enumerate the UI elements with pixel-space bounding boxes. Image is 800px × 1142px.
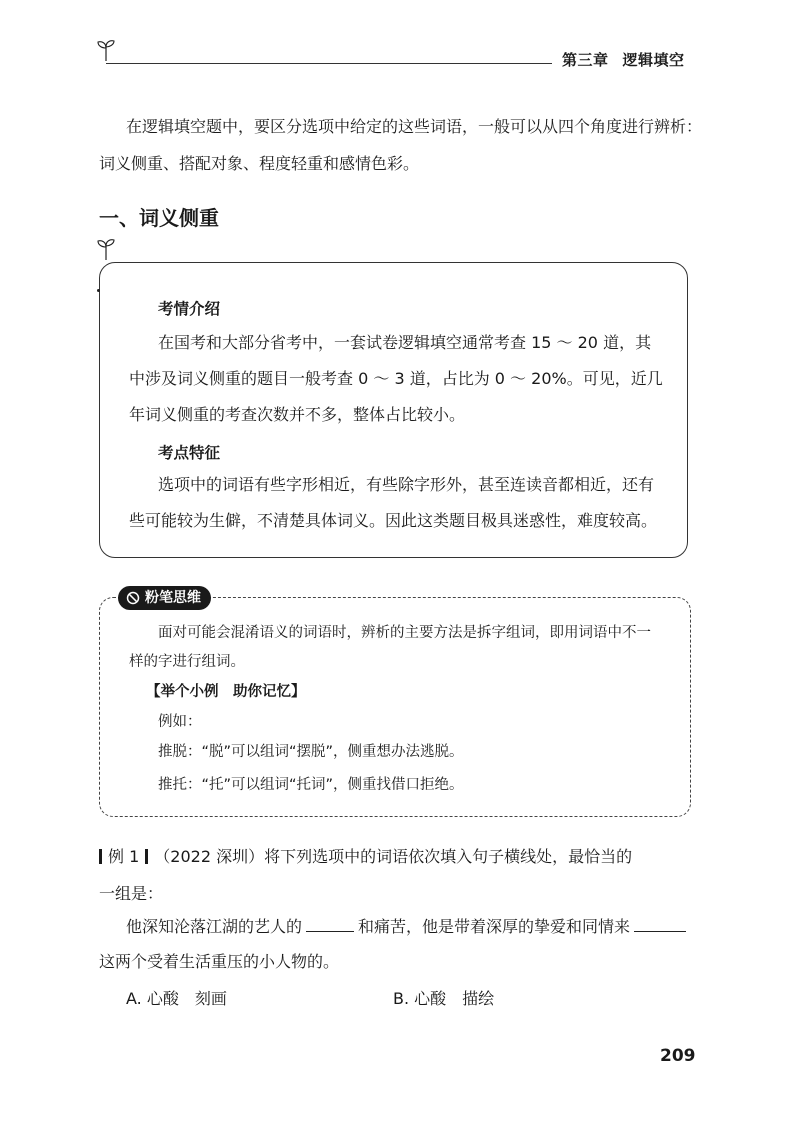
option-a: A. 心酸 刻画 [126,989,227,1008]
thinking-tag [118,586,211,610]
example-line: 推脱：“脱”可以组词“摆脱”，侧重想办法逃脱。 [158,744,464,760]
example-line: 推托：“托”可以组词“托词”，侧重找借口拒绝。 [158,777,464,793]
intro-line-2: 词义侧重、搭配对象、程度轻重和感情色彩。 [99,154,420,173]
question-stem-line [99,838,632,875]
sprout-icon [96,237,116,261]
header-rule [106,63,552,64]
thinking-text-line: 样的字进行组词。 [129,654,245,670]
sprout-icon [96,38,116,62]
info-text-line: 中涉及词义侧重的题目一般考查 0 ～ 3 道，占比为 0 ～ 20%。可见，近几 [129,369,663,388]
no-sign-icon [126,591,140,605]
info-label-exam: 考情介绍 [158,300,221,318]
option-b: B. 心酸 描绘 [393,989,495,1008]
question-sentence [126,908,690,945]
question-stem-cont: 一组是： [99,884,164,903]
answer-blank [306,917,354,932]
label-bar [145,849,148,864]
page-number: 209 [660,1046,696,1066]
question-sentence-end: 这两个受着生活重压的小人物的。 [99,952,340,971]
example-label: 例 1 [108,847,140,866]
thinking-tag-label: 粉笔思维 [145,590,201,606]
chapter-header [562,49,685,70]
label-bar [99,849,102,864]
example-source: （2022 深圳）将下列选项中的词语依次填入句子横线处，最恰当的 [154,847,633,866]
example-intro: 例如： [158,714,202,730]
bullet-dot [97,289,100,292]
answer-blank [634,917,686,932]
example-bracket-label: 【举个小例 助你记忆】 [146,684,306,700]
info-text-line: 些可能较为生僻，不清楚具体词义。因此这类题目极具迷惑性，难度较高。 [129,511,658,530]
section-heading: 一、词义侧重 [99,206,219,230]
intro-line-1: 在逻辑填空题中，要区分选项中给定的这些词语，一般可以从四个角度进行辨析： [126,117,703,136]
info-text-line: 年词义侧重的考查次数并不多，整体占比较小。 [129,405,466,424]
chapter-title: 逻辑填空 [622,51,685,69]
chapter-number: 第三章 [562,51,609,69]
thinking-text-line: 面对可能会混淆语义的词语时，辨析的主要方法是拆字组词，即用词语中不一 [158,625,651,641]
sentence-part-b: 和痛苦，他是带着深厚的挚爱和同情来 [358,917,631,936]
info-text-line: 选项中的词语有些字形相近，有些除字形外，甚至连读音都相近，还有 [158,475,655,494]
info-text-line: 在国考和大部分省考中，一套试卷逻辑填空通常考查 15 ～ 20 道，其 [158,333,652,352]
sentence-part-a: 他深知沦落江湖的艺人的 [126,917,303,936]
info-label-feature: 考点特征 [158,444,221,462]
